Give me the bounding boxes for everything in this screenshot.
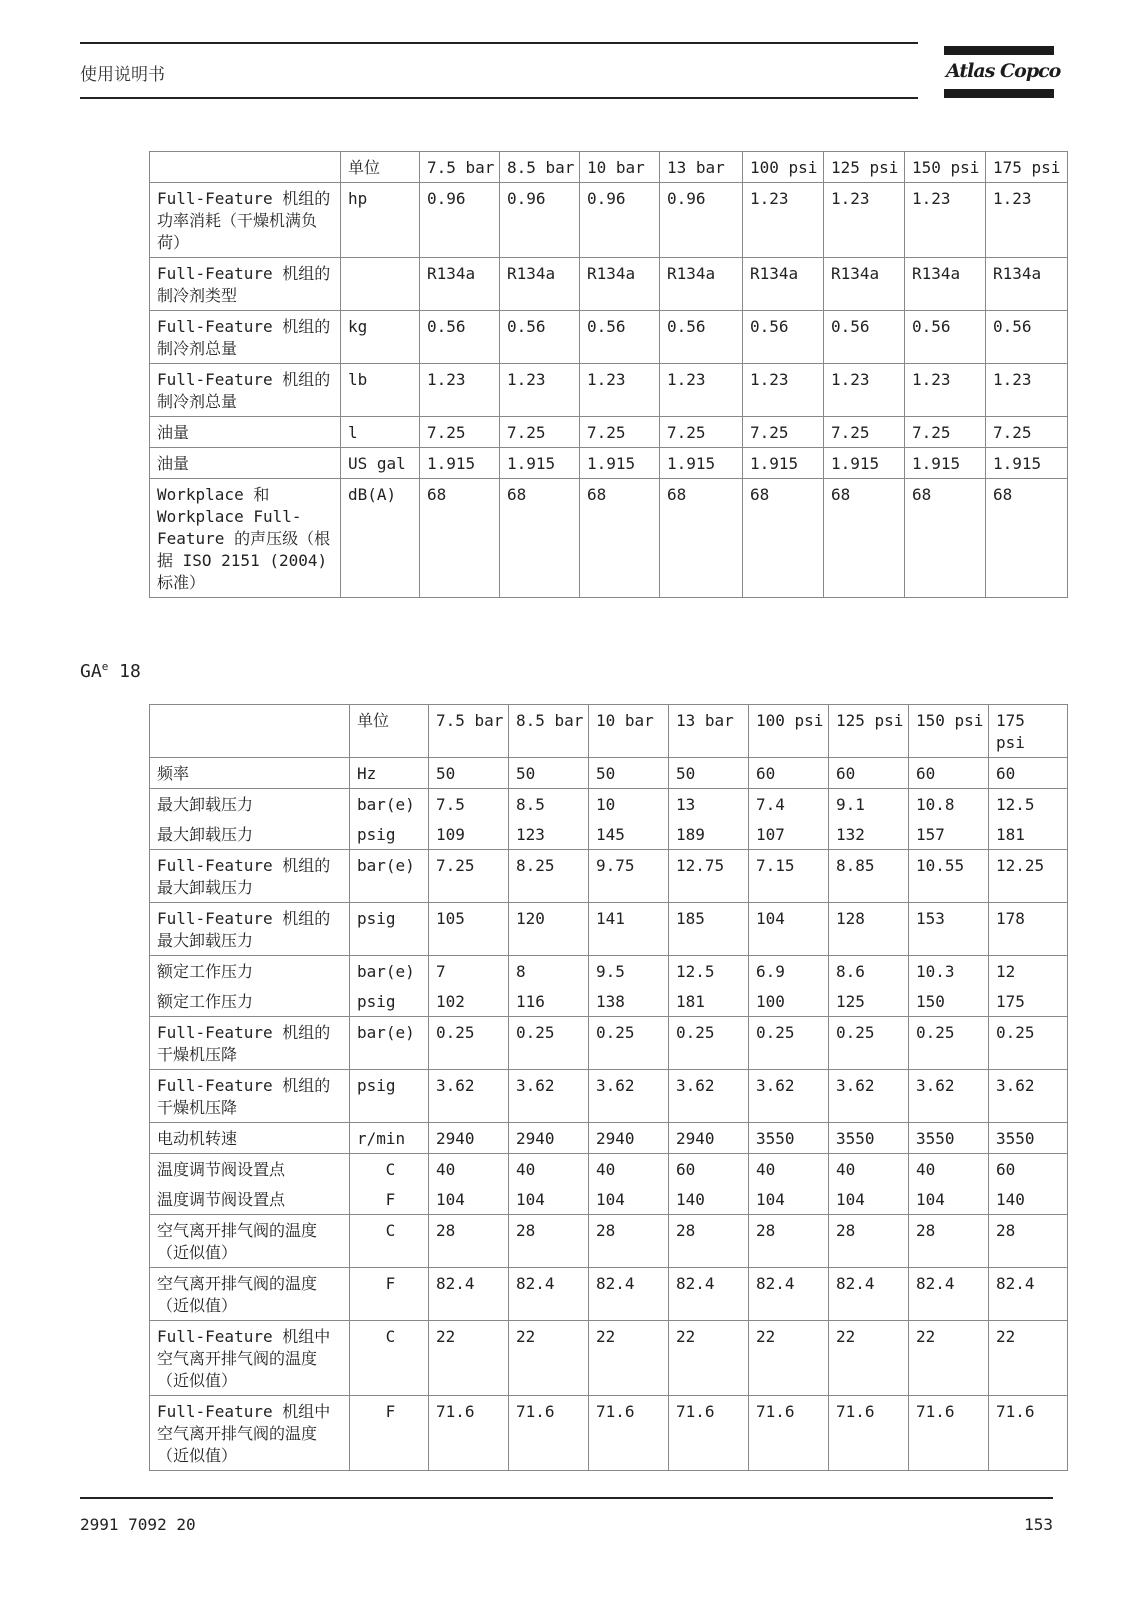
table-row [150,1215,1068,1268]
value-cell: R134a [824,258,905,311]
header-cell: 150 psi [909,705,989,758]
value-cell: 68 [824,479,905,598]
unit-cell: Hz [350,758,429,789]
unit-cell: hp [341,183,420,258]
value-cell: 1.915 [660,448,743,479]
value-cell: 0.96 [420,183,500,258]
value-cell: 40 [429,1154,509,1185]
unit-cell: psig [350,903,429,956]
value-cell: 28 [749,1215,829,1268]
value-cell: 22 [989,1321,1068,1396]
value-cell: 0.96 [500,183,580,258]
param-label: 额定工作压力 [150,956,350,987]
value-cell: 1.23 [905,364,986,417]
page-number: 153 [1024,1515,1053,1534]
value-cell: 1.915 [824,448,905,479]
value-cell: 0.25 [669,1017,749,1070]
table-row [150,1123,1068,1154]
value-cell: 82.4 [829,1268,909,1321]
table-row [150,956,1068,987]
table-row [150,1396,1068,1471]
unit-cell: lb [341,364,420,417]
value-cell: 7.25 [429,850,509,903]
value-cell: 7.4 [749,789,829,820]
value-cell: 1.23 [986,183,1068,258]
value-cell: 150 [909,986,989,1017]
header-cell: 13 bar [660,152,743,183]
value-cell: 22 [509,1321,589,1396]
value-cell: 50 [509,758,589,789]
param-label: Full-Feature 机组的制冷剂总量 [150,364,341,417]
value-cell: 7.15 [749,850,829,903]
table-row [150,819,1068,850]
param-label: Workplace 和 Workplace Full-Feature 的声压级（根据 ISO 2151 (2004) 标准） [150,479,341,598]
value-cell: 71.6 [509,1396,589,1471]
table-row [150,1154,1068,1185]
value-cell: 60 [909,758,989,789]
table-row [150,183,1068,258]
value-cell: 1.23 [905,183,986,258]
value-cell: 1.23 [743,364,824,417]
value-cell: 60 [989,1154,1068,1185]
unit-cell: F [350,1268,429,1321]
unit-cell: US gal [341,448,420,479]
value-cell: 68 [660,479,743,598]
header-cell: 10 bar [580,152,660,183]
footer-rule [80,1497,1053,1499]
unit-cell: bar(e) [350,956,429,987]
value-cell: R134a [500,258,580,311]
header-rule-top [80,42,918,44]
value-cell: 1.915 [500,448,580,479]
value-cell: 10.55 [909,850,989,903]
value-cell: 60 [989,758,1068,789]
logo-bar-top [944,46,1054,55]
table-row [150,448,1068,479]
value-cell: 82.4 [669,1268,749,1321]
value-cell: 178 [989,903,1068,956]
unit-cell: psig [350,819,429,850]
value-cell: 28 [429,1215,509,1268]
value-cell: 181 [669,986,749,1017]
value-cell: 153 [909,903,989,956]
value-cell: 50 [669,758,749,789]
value-cell: 0.25 [909,1017,989,1070]
value-cell: 82.4 [909,1268,989,1321]
value-cell: 3.62 [989,1070,1068,1123]
value-cell: 3.62 [589,1070,669,1123]
unit-cell: psig [350,986,429,1017]
value-cell: 28 [509,1215,589,1268]
header-cell: 13 bar [669,705,749,758]
unit-cell: l [341,417,420,448]
value-cell: 10.8 [909,789,989,820]
header-cell: 单位 [341,152,420,183]
value-cell: 22 [669,1321,749,1396]
value-cell: 1.23 [500,364,580,417]
param-label: 额定工作压力 [150,986,350,1017]
value-cell: 82.4 [589,1268,669,1321]
value-cell: 3550 [829,1123,909,1154]
value-cell: 0.25 [989,1017,1068,1070]
value-cell: 3.62 [509,1070,589,1123]
table-row [150,364,1068,417]
value-cell: 60 [669,1154,749,1185]
value-cell: 0.25 [829,1017,909,1070]
value-cell: 71.6 [749,1396,829,1471]
header-cell: 100 psi [743,152,824,183]
header-cell: 100 psi [749,705,829,758]
param-label: 频率 [150,758,350,789]
value-cell: 71.6 [829,1396,909,1471]
value-cell: 82.4 [429,1268,509,1321]
header-cell: 单位 [350,705,429,758]
value-cell: 22 [429,1321,509,1396]
value-cell: 68 [420,479,500,598]
value-cell: 104 [429,1184,509,1215]
table-row [150,850,1068,903]
value-cell: 50 [429,758,509,789]
value-cell: 0.25 [589,1017,669,1070]
value-cell: 13 [669,789,749,820]
param-label: Full-Feature 机组中空气离开排气阀的温度（近似值） [150,1321,350,1396]
logo-bar-bottom [944,89,1054,98]
param-label: 温度调节阀设置点 [150,1184,350,1215]
unit-cell: C [350,1215,429,1268]
value-cell: 2940 [669,1123,749,1154]
value-cell: 116 [509,986,589,1017]
value-cell: 68 [580,479,660,598]
value-cell: 0.25 [429,1017,509,1070]
value-cell: R134a [986,258,1068,311]
unit-cell: r/min [350,1123,429,1154]
value-cell: 9.5 [589,956,669,987]
table-row [150,789,1068,820]
atlas-copco-logo [944,46,1061,100]
value-cell: 6.9 [749,956,829,987]
value-cell: 82.4 [749,1268,829,1321]
value-cell: R134a [743,258,824,311]
value-cell: 22 [589,1321,669,1396]
header-cell: 7.5 bar [429,705,509,758]
value-cell: 104 [749,903,829,956]
param-label: 温度调节阀设置点 [150,1154,350,1185]
value-cell: 189 [669,819,749,850]
value-cell: 1.23 [660,364,743,417]
value-cell: 107 [749,819,829,850]
value-cell: 1.915 [986,448,1068,479]
value-cell: 3.62 [829,1070,909,1123]
param-label: 油量 [150,417,341,448]
param-label: Full-Feature 机组中空气离开排气阀的温度（近似值） [150,1396,350,1471]
value-cell: 7.25 [986,417,1068,448]
value-cell: 102 [429,986,509,1017]
param-label: Full-Feature 机组的最大卸载压力 [150,903,350,956]
logo-text: Atlas Copco [946,60,1061,82]
value-cell: 0.25 [509,1017,589,1070]
unit-cell: psig [350,1070,429,1123]
value-cell: 3.62 [429,1070,509,1123]
value-cell: 28 [669,1215,749,1268]
value-cell: 8.5 [509,789,589,820]
table-row [150,903,1068,956]
value-cell: R134a [420,258,500,311]
header-cell: 175 psi [986,152,1068,183]
value-cell: 0.96 [580,183,660,258]
value-cell: 181 [989,819,1068,850]
value-cell: 2940 [429,1123,509,1154]
value-cell: 50 [589,758,669,789]
value-cell: 71.6 [989,1396,1068,1471]
value-cell: 28 [589,1215,669,1268]
value-cell: 71.6 [429,1396,509,1471]
value-cell: 157 [909,819,989,850]
value-cell: 7.5 [429,789,509,820]
value-cell: 104 [509,1184,589,1215]
value-cell: 1.915 [580,448,660,479]
value-cell: 68 [500,479,580,598]
value-cell: 104 [909,1184,989,1215]
value-cell: 40 [909,1154,989,1185]
value-cell: 1.23 [986,364,1068,417]
header-cell-empty [150,152,341,183]
param-label: 油量 [150,448,341,479]
value-cell: 68 [986,479,1068,598]
value-cell: 0.56 [500,311,580,364]
param-label: Full-Feature 机组的干燥机压降 [150,1070,350,1123]
value-cell: 8.6 [829,956,909,987]
value-cell: 71.6 [909,1396,989,1471]
value-cell: 28 [989,1215,1068,1268]
value-cell: 141 [589,903,669,956]
value-cell: 3.62 [909,1070,989,1123]
value-cell: 7.25 [824,417,905,448]
value-cell: 140 [989,1184,1068,1215]
unit-cell: dB(A) [341,479,420,598]
value-cell: 104 [589,1184,669,1215]
value-cell: 28 [829,1215,909,1268]
value-cell: 125 [829,986,909,1017]
value-cell: 128 [829,903,909,956]
param-label: 电动机转速 [150,1123,350,1154]
table-row [150,1321,1068,1396]
value-cell: 12.5 [669,956,749,987]
param-label: 最大卸载压力 [150,819,350,850]
value-cell: R134a [660,258,743,311]
section-title: $GA^e$ 18 [80,660,141,682]
value-cell: 120 [509,903,589,956]
value-cell: 10.3 [909,956,989,987]
value-cell: 1.915 [743,448,824,479]
value-cell: 1.23 [420,364,500,417]
value-cell: 10 [589,789,669,820]
value-cell: 185 [669,903,749,956]
value-cell: 7.25 [500,417,580,448]
spec-table-1 [149,151,1068,598]
value-cell: 0.56 [743,311,824,364]
frequency-row [150,758,1068,789]
param-label: Full-Feature 机组的功率消耗（干燥机满负荷） [150,183,341,258]
value-cell: 71.6 [669,1396,749,1471]
unit-cell: F [350,1396,429,1471]
header-cell: 10 bar [589,705,669,758]
value-cell: 7.25 [660,417,743,448]
table-row [150,258,1068,311]
value-cell: 138 [589,986,669,1017]
value-cell: 2940 [589,1123,669,1154]
table-row [150,417,1068,448]
value-cell: 0.56 [986,311,1068,364]
unit-cell: bar(e) [350,850,429,903]
value-cell: 175 [989,986,1068,1017]
value-cell: 1.23 [824,183,905,258]
value-cell: 8.25 [509,850,589,903]
value-cell: 145 [589,819,669,850]
value-cell: 12 [989,956,1068,987]
document-title: 使用说明书 [80,65,165,85]
value-cell: 22 [829,1321,909,1396]
table-row [150,1184,1068,1215]
value-cell: 7.25 [420,417,500,448]
header-cell: 8.5 bar [509,705,589,758]
value-cell: 71.6 [589,1396,669,1471]
value-cell: 100 [749,986,829,1017]
param-label: 最大卸载压力 [150,789,350,820]
value-cell: 3.62 [749,1070,829,1123]
header-rule-bottom [80,97,918,99]
param-label: Full-Feature 机组的制冷剂类型 [150,258,341,311]
value-cell: 0.56 [905,311,986,364]
value-cell: 3550 [749,1123,829,1154]
param-label: Full-Feature 机组的制冷剂总量 [150,311,341,364]
unit-cell: C [350,1154,429,1185]
unit-cell: kg [341,311,420,364]
value-cell: 8 [509,956,589,987]
value-cell: 3.62 [669,1070,749,1123]
document-number: 2991 7092 20 [80,1515,196,1534]
value-cell: 104 [749,1184,829,1215]
value-cell: 0.56 [824,311,905,364]
table-header-row [150,705,1068,758]
table-row [150,1017,1068,1070]
unit-cell: bar(e) [350,789,429,820]
value-cell: 82.4 [989,1268,1068,1321]
value-cell: 0.56 [420,311,500,364]
header-cell-empty [150,705,350,758]
value-cell: 12.25 [989,850,1068,903]
value-cell: 40 [829,1154,909,1185]
value-cell: 1.23 [743,183,824,258]
value-cell: 0.25 [749,1017,829,1070]
value-cell: 9.75 [589,850,669,903]
value-cell: 132 [829,819,909,850]
table-row [150,311,1068,364]
value-cell: 22 [909,1321,989,1396]
header-cell: 125 psi [829,705,909,758]
value-cell: 68 [905,479,986,598]
value-cell: 60 [829,758,909,789]
value-cell: 0.96 [660,183,743,258]
value-cell: 3550 [909,1123,989,1154]
value-cell: 8.85 [829,850,909,903]
value-cell: 68 [743,479,824,598]
value-cell: 60 [749,758,829,789]
header-cell: 125 psi [824,152,905,183]
table-row [150,479,1068,598]
value-cell: 140 [669,1184,749,1215]
value-cell: 1.23 [580,364,660,417]
value-cell: 109 [429,819,509,850]
param-label: 空气离开排气阀的温度（近似值） [150,1215,350,1268]
table-row [150,986,1068,1017]
value-cell: 40 [589,1154,669,1185]
value-cell: 22 [749,1321,829,1396]
spec-table-2 [149,704,1068,1471]
value-cell: 7.25 [743,417,824,448]
value-cell: 7 [429,956,509,987]
header-cell: 8.5 bar [500,152,580,183]
value-cell: 1.915 [905,448,986,479]
table-header-row [150,152,1068,183]
value-cell: 3550 [989,1123,1068,1154]
param-label: 空气离开排气阀的温度（近似值） [150,1268,350,1321]
param-label: Full-Feature 机组的干燥机压降 [150,1017,350,1070]
value-cell: 9.1 [829,789,909,820]
header-cell: 7.5 bar [420,152,500,183]
header-cell: 150 psi [905,152,986,183]
value-cell: 7.25 [905,417,986,448]
table-row [150,1070,1068,1123]
value-cell: 104 [829,1184,909,1215]
value-cell: 28 [909,1215,989,1268]
table-row [150,1268,1068,1321]
value-cell: 82.4 [509,1268,589,1321]
value-cell: R134a [905,258,986,311]
value-cell: 105 [429,903,509,956]
header-cell: 175 psi [989,705,1068,758]
unit-cell [341,258,420,311]
unit-cell: F [350,1184,429,1215]
value-cell: 7.25 [580,417,660,448]
value-cell: 40 [509,1154,589,1185]
value-cell: 0.56 [580,311,660,364]
param-label: Full-Feature 机组的最大卸载压力 [150,850,350,903]
value-cell: 0.56 [660,311,743,364]
value-cell: 2940 [509,1123,589,1154]
value-cell: 1.23 [824,364,905,417]
value-cell: 12.75 [669,850,749,903]
value-cell: R134a [580,258,660,311]
value-cell: 40 [749,1154,829,1185]
value-cell: 12.5 [989,789,1068,820]
value-cell: 1.915 [420,448,500,479]
value-cell: 123 [509,819,589,850]
unit-cell: bar(e) [350,1017,429,1070]
unit-cell: C [350,1321,429,1396]
